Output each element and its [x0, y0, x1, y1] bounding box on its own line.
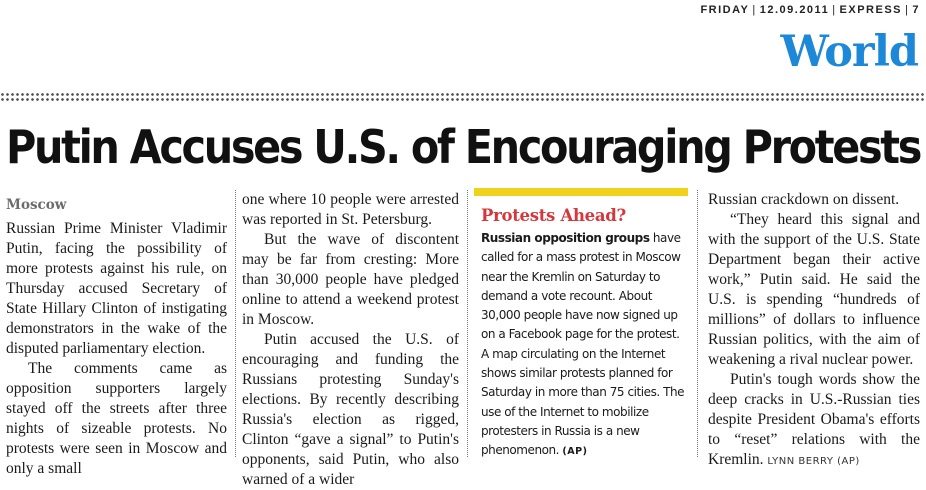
page-number: 7 [912, 4, 920, 16]
masthead: FRIDAY | 12.09.2011 | EXPRESS | 7 [700, 4, 920, 16]
issue-date: 12.09.2011 [759, 4, 830, 16]
paragraph: But the wave of discontent may be far from cresting: More than 30,000 people have pledged online to attend a weekend protest in Moscow. [242, 231, 459, 328]
dotted-divider [0, 92, 926, 101]
column-divider [235, 190, 236, 457]
sidebar-text: have called for a mass protest in Moscow near the Kremlin on Saturday to demand a vote recount. About 30,000 people have now signed up on a Facebook page for the protest. A map circulating on the Internet shows similar protests planned for Saturday in more than 75 cities. The use of the Internet to mobilize protesters in Russia is a new phenomenon. [481, 231, 685, 458]
section-title: World [780, 27, 918, 77]
sidebar-accent-bar [474, 188, 688, 196]
paragraph-text: Putin's tough words show the deep cracks in U.S.-Russian ties despite President Obama's efforts to “reset” relations with the Kremlin. [708, 371, 920, 468]
headline: Putin Accuses U.S. of Encouraging Protests [6, 120, 921, 174]
paragraph: Putin accused the U.S. of encouraging and funding the Russians protesting Sunday's elections. By recently describing Russia's election as rigged, Clinton “gave a signal” to Putin's opponents, said Putin, who also warned of a wider [242, 331, 459, 488]
sidebar-lead: Russian opposition groups [481, 231, 650, 245]
sidebar-credit: (AP) [562, 446, 588, 458]
paragraph: The comments came as opposition supporters largely stayed off the streets after three nights of sizeable protests. No protests were seen in Moscow and only a small [6, 360, 227, 477]
paragraph: “They heard this signal and with the support of the U.S. State Department began their active work,” Putin said. He said the U.S. is spending “hundreds of millions” of dollars to influence Russian politics, with the aim of weakening a rival nuclear power. [708, 211, 920, 368]
column-divider [467, 190, 468, 457]
article-column-4 [708, 190, 920, 472]
paper-name: EXPRESS [839, 4, 903, 16]
dateline: Moscow [6, 197, 67, 213]
paragraph: Russian crackdown on dissent. [708, 191, 900, 208]
sidebar-box [474, 188, 688, 457]
paragraph: one where 10 people were arrested was reported in St. Petersburg. [242, 191, 459, 228]
article-column-2 [242, 190, 459, 490]
sidebar-title: Protests Ahead? [481, 206, 626, 225]
byline: LYNN BERRY (AP) [767, 456, 860, 467]
sidebar-body [481, 229, 688, 462]
article-column-1 [6, 190, 227, 479]
issue-day: FRIDAY [700, 4, 750, 16]
column-divider [697, 190, 698, 457]
paragraph: Russian Prime Minister Vladimir Putin, facing the possibility of more protests against his rule, on Thursday accused Secretary of State Hillary Clinton of instigating demonstrators in the wake of the disputed parliamentary election. [6, 220, 227, 357]
